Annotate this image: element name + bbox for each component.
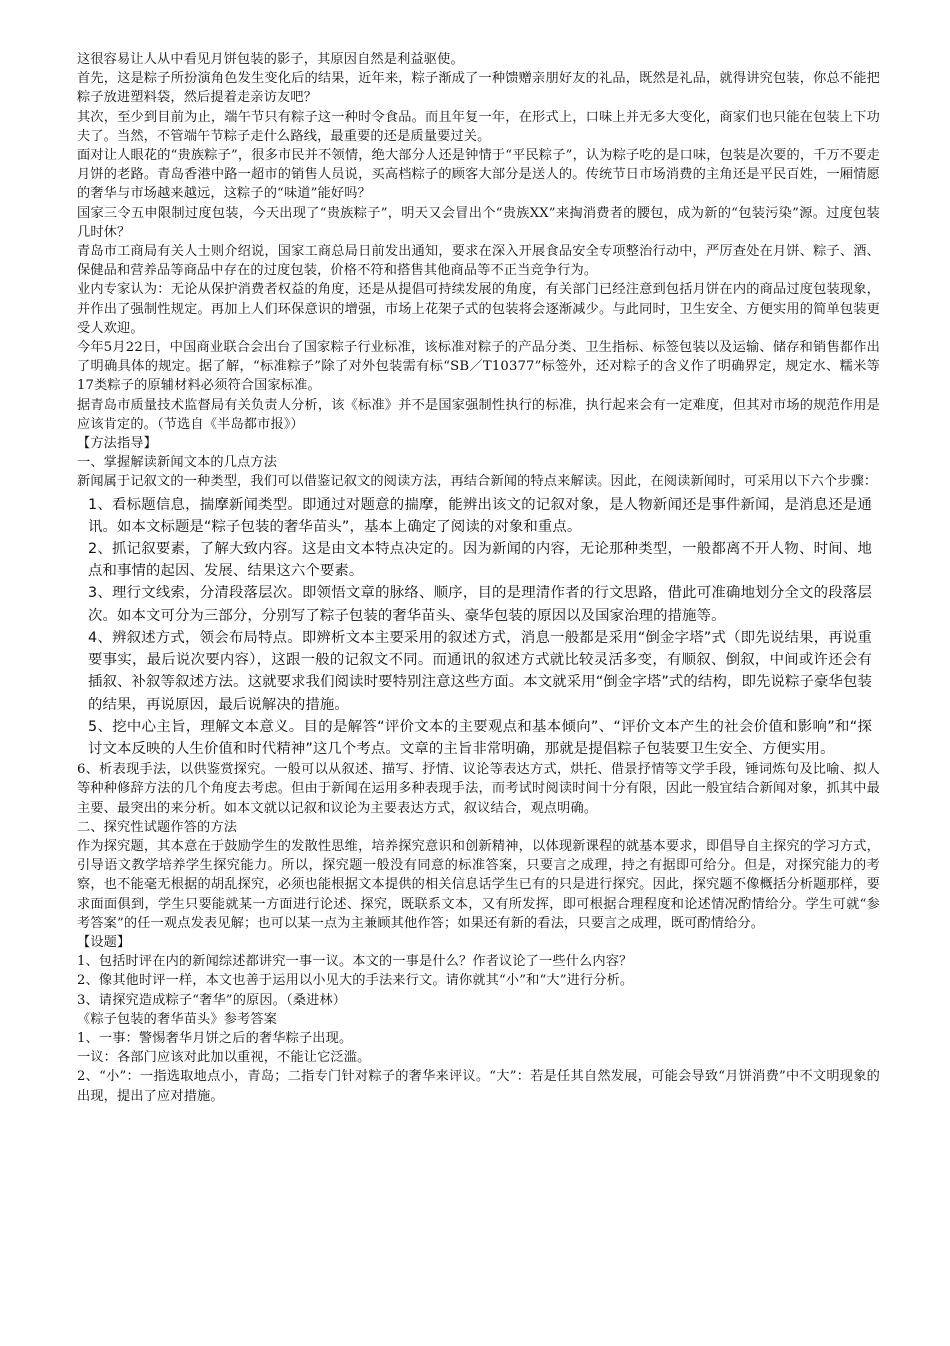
- questions-title: 【设题】: [77, 934, 131, 950]
- answers-title: 《粽子包装的奢华苗头》参考答案: [77, 1011, 278, 1027]
- method-section2-text: 作为探究题，其本意在于鼓励学生的发散性思维，培养探究意识和创新精神，以体现新课程的就基本要求，即倡导自主探究的学习方式，引导语文教学培养学生探究能力。所以，探究题一般没有同意的标准答案，只要言之成理，持之有据即可给分。但是，对探究能力的考察，也不能毫无根据的胡乱探究，必须也能根据文本提供的相关信息话学生已有的只是进行探究。因此，探究题不像概括分析题那样，要求面面俱到，学生只要能就某一方面进行论述、探究，既联系文本，又有所发挥，即可根据合理程度和论述情况酌情给分。学生可就“参考答案”的任一观点发表见解；也可以某一点为主兼顾其他作答；如果还有新的看法，只要言之成理，既可酌情给分。: [77, 838, 880, 931]
- method-step: 3、理行文线索，分清段落层次。即领悟文章的脉络、顺序，目的是理清作者的行文思路，借此可准确地划分全文的段落层次。如本文可分为三部分，分别写了粽子包装的奢华苗头、豪华包装的原因以及国家治理的措施等。: [88, 585, 872, 624]
- article-paragraph: 首先，这是粽子所扮演角色发生变化后的结果，近年来，粽子渐成了一种馈赠亲朋好友的礼品，既然是礼品，就得讲究包装，你总不能把粽子放进塑料袋，然后提着走亲访友吧？: [77, 71, 880, 106]
- method-section2-title: 二、探究性试题作答的方法: [77, 819, 238, 835]
- method-section1-title: 一、掌握解读新闻文本的几点方法: [77, 455, 278, 471]
- method-steps-list: [88, 494, 880, 760]
- article-paragraph: 业内专家认为：无论从保护消费者权益的角度，还是从提倡可持续发展的角度，有关部门已经注意到包括月饼在内的商品过度包装现象，并作出了强制性规定。再加上人们环保意识的增强，市场上花架子式的包装将会逐渐减少。与此同时，卫生安全、方便实用的简单包装更受人欢迎。: [77, 282, 880, 336]
- article-paragraph: 这很容易让人从中看见月饼包装的影子，其原因自然是利益驱使。: [77, 52, 464, 67]
- questions-section: [77, 933, 880, 1010]
- article-paragraph: 其次，至少到目前为止，端午节只有粽子这一种时令食品。而且年复一年，在形式上，口味上并无多大变化，商家们也只能在包装上下功夫了。当然，不管端午节粽子走什么路线，最重要的还是质量要过关。: [77, 109, 880, 144]
- question-item: 2、像其他时评一样，本文也善于运用以小见大的手法来行文。请你就其“小”和“大”进行分析。: [77, 973, 634, 989]
- method-step: 5、挖中心主旨，理解文本意义。目的是解答“评价文本的主要观点和基本倾向”、“评价文本产生的社会价值和影响”和“探讨文本反映的人生价值和时代精神”这几个考点。文章的主旨非常明确，那就是提倡粽子包装要卫生安全、方便实用。: [88, 718, 872, 757]
- method-step-6: 6、析表现手法，以供鉴赏探究。一般可以从叙述、描写、抒情、议论等表达方式，烘托、借景抒情等文学手段，锤词炼句及比喻、拟人等种种修辞方法的几个角度去考虑。但由于新闻在运用多种表现手法，而考试时阅读时间十分有限，因此一般宜结合新闻对象，抓其中最主要、最突出的来分析。如本文就以记叙和议论为主要表达方式，叙议结合，观点明确。: [77, 762, 880, 816]
- article-paragraph: 青岛市工商局有关人士则介绍说，国家工商总局日前发出通知，要求在深入开展食品安全专项整治行动中，严厉查处在月饼、粽子、酒、保健品和营养品等商品中存在的过度包装，价格不符和搭售其他商品等不正当竞争行为。: [77, 244, 880, 279]
- method-step: 1、看标题信息，揣摩新闻类型。即通过对题意的揣摩，能辨出该文的记叙对象，是人物新闻还是事件新闻，是消息还是通讯。如本文标题是“粽子包装的奢华苗头”，基本上确定了阅读的对象和重点。: [88, 496, 872, 535]
- answer-item: 1、一事：警惕奢华月饼之后的奢华粽子出现。: [77, 1030, 353, 1046]
- question-item: 1、包括时评在内的新闻综述都讲究一事一议。本文的一事是什么？作者议论了一些什么内容？: [77, 954, 633, 970]
- article-paragraph: 国家三令五申限制过度包装，今天出现了“贵族粽子”，明天又会冒出个“贵族XX”来掏消费者的腰包，成为新的“包装污染”源。过度包装几时休？: [77, 205, 880, 240]
- method-section: [77, 434, 880, 933]
- method-title: 【方法指导】: [77, 436, 158, 452]
- answer-item: 2、“小”：一指选取地点小，青岛；二指专门针对粽子的奢华来评议。“大”：若是任其自然发展，可能会导致“月饼消费”中不文明现象的出现，提出了应对措施。: [77, 1069, 880, 1104]
- method-intro: 新闻属于记叙文的一种类型，我们可以借鉴记叙文的阅读方法，再结合新闻的特点来解读。因此，在阅读新闻时，可采用以下六个步骤：: [77, 474, 878, 490]
- article-body: [77, 50, 880, 434]
- answers-section: [77, 1010, 880, 1106]
- question-item: 3、请探究造成粽子“奢华”的原因。（桑进林）: [77, 992, 347, 1008]
- article-paragraph: 今年5月22日，中国商业联合会出台了国家粽子行业标准，该标准对粽子的产品分类、卫生指标、标签包装以及运输、储存和销售都作出了明确具体的规定。据了解，“标准粽子”除了对外包装需有标“SB／T10377”标签外，还对粽子的含义作了明确界定，规定水、糯米等17类粽子的原辅材料必须符合国家标准。: [77, 340, 880, 394]
- article-paragraph: 据青岛市质量技术监督局有关负责人分析，该《标准》并不是国家强制性执行的标准，执行起来会有一定难度，但其对市场的规范作用是应该肯定的。（节选自《半岛都市报》）: [77, 397, 880, 432]
- method-step: 2、抓记叙要素，了解大致内容。这是由文本特点决定的。因为新闻的内容，无论那种类型，一般都离不开人物、时间、地点和事情的起因、发展、结果这六个要素。: [88, 541, 872, 580]
- method-step: 4、辨叙述方式，领会布局特点。即辨析文本主要采用的叙述方式，消息一般都是采用“倒金字塔”式（即先说结果，再说重要事实，最后说次要内容），这跟一般的记叙文不同。而通讯的叙述方式就比较灵活多变，有顺叙、倒叙，中间或许还会有插叙、补叙等叙述方法。这就要求我们阅读时要特别注意这些方面。本文就采用“倒金字塔”式的结构，即先说粽子豪华包装的结果，再说原因，最后说解决的措施。: [88, 629, 872, 713]
- article-paragraph: 面对让人眼花的“贵族粽子”，很多市民并不领情，绝大部分人还是钟情于“平民粽子”，认为粽子吃的是口味，包装是次要的，千万不要走月饼的老路。青岛香港中路一超市的销售人员说，买高档粽子的顾客大部分是送人的。传统节日市场消费的主角还是平民百姓，一厢情愿的奢华与市场越来越远，这粽子的“味道”能好吗？: [77, 148, 880, 202]
- answer-item: 一议：各部门应该对此加以重视，不能让它泛滥。: [77, 1050, 371, 1066]
